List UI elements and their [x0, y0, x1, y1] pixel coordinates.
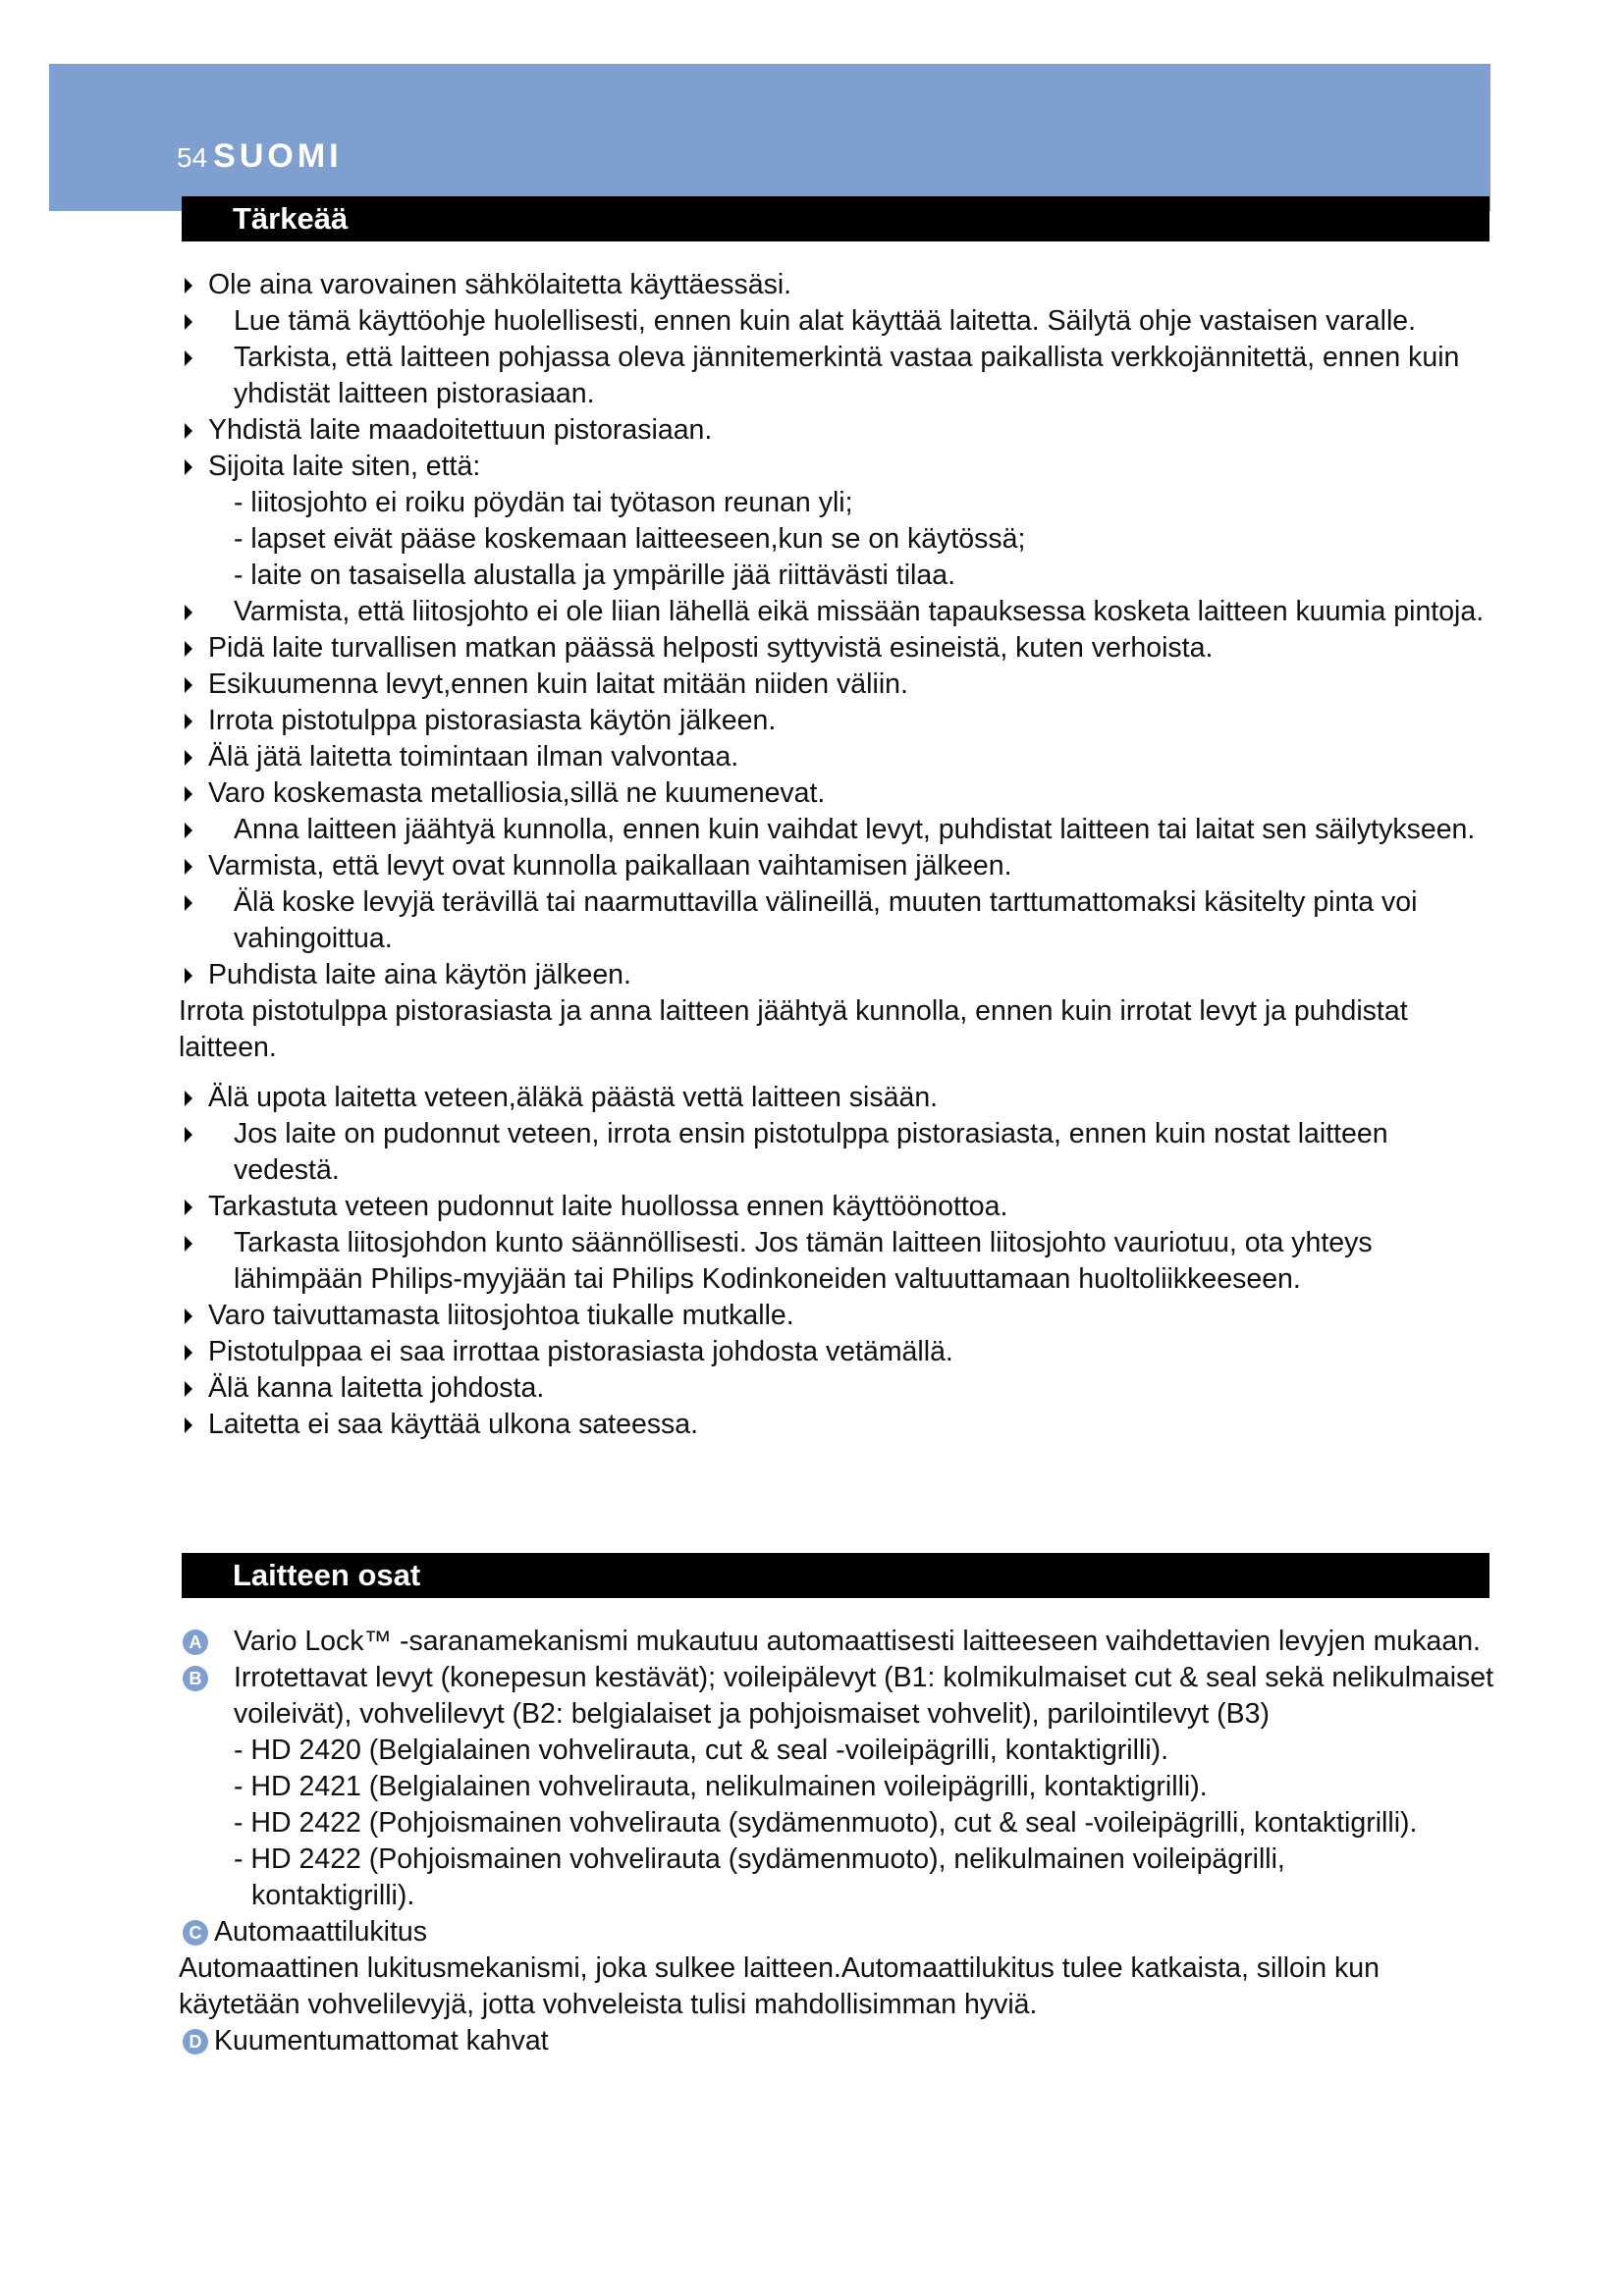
list-item-text: Älä jätä laitetta toimintaan ilman valvontaa. — [208, 741, 739, 773]
bullet-icon — [185, 750, 192, 766]
list-item — [179, 957, 1494, 993]
part-letter-badge: A — [183, 1629, 208, 1655]
part-item — [179, 2023, 1494, 2059]
list-item — [179, 775, 1494, 812]
list-item-text: Pistotulppaa ei saa irrottaa pistorasiasta johdosta vetämällä. — [208, 1336, 953, 1367]
list-item-text: Varmista, että liitosjohto ei ole liian lähellä eikä missään tapauksessa kosketa laitteen kuumia pintoja. — [234, 596, 1485, 627]
list-item — [179, 303, 1494, 340]
list-item-text: Tarkastuta veteen pudonnut laite huollossa ennen käyttöönottoa. — [208, 1191, 1008, 1222]
list-item — [179, 703, 1494, 739]
sub-item: - liitosjohto ei roiku pöydän tai työtason reunan yli; — [234, 487, 853, 518]
part-item — [179, 1624, 1494, 1660]
list-item — [179, 1407, 1494, 1443]
bullet-icon — [185, 1236, 192, 1252]
list-item — [179, 848, 1494, 884]
list-item-text: Jos laite on pudonnut veteen, irrota ensin pistotulppa pistorasiasta, ennen kuin nostat laitteen vedestä. — [234, 1118, 1388, 1186]
sub-item-continuation: kontaktigrilli). — [251, 1880, 415, 1911]
list-item — [179, 449, 1494, 485]
part-letter-badge: B — [183, 1666, 208, 1691]
bullet-icon — [185, 823, 192, 838]
important-list — [179, 267, 1494, 1443]
list-item — [179, 1225, 1494, 1298]
bullet-icon — [185, 278, 192, 294]
list-item-text: Yhdistä laite maadoitettuun pistorasiaan. — [208, 414, 713, 446]
list-item-text: Varmista, että levyt ovat kunnolla paikallaan vaihtamisen jälkeen. — [208, 850, 1012, 881]
spacer — [179, 1066, 1494, 1080]
sub-item: - HD 2422 (Pohjoismainen vohvelirauta (sydämenmuoto), cut & seal -voileipägrilli, kontaktigrilli). — [234, 1807, 1418, 1839]
bullet-icon — [185, 350, 192, 366]
bullet-icon — [185, 968, 192, 984]
bullet-icon — [185, 605, 192, 620]
part-item-text: Automaattilukitus — [214, 1916, 428, 1948]
list-item-text: Varo taivuttamasta liitosjohtoa tiukalle mutkalle. — [208, 1300, 794, 1331]
list-item-text: Ole aina varovainen sähkölaitetta käyttäessäsi. — [208, 269, 792, 300]
list-item — [179, 1298, 1494, 1334]
paragraph: Automaattinen lukitusmekanismi, joka sulkee laitteen.Automaattilukitus tulee katkaista, silloin kun käytetään vohvelilevyjä, jotta vohveleista tulisi mahdollisimman hyviä. — [179, 1952, 1380, 2020]
bullet-icon — [185, 1200, 192, 1215]
bullet-icon — [185, 314, 192, 330]
bullet-icon — [185, 1127, 192, 1143]
list-item-text: Sijoita laite siten, että: — [208, 451, 481, 482]
bullet-icon — [185, 859, 192, 875]
list-item-text: Puhdista laite aina käytön jälkeen. — [208, 959, 631, 990]
sub-item: - HD 2422 (Pohjoismainen vohvelirauta (sydämenmuoto), nelikulmainen voileipägrilli, — [234, 1843, 1285, 1875]
bullet-icon — [185, 459, 192, 475]
list-item-text: Älä koske levyjä terävillä tai naarmuttavilla välineillä, muuten tarttumattomaksi käsitelty pinta voi vahingoittua. — [234, 886, 1418, 954]
list-item — [179, 267, 1494, 303]
list-item-text: Lue tämä käyttöohje huolellisesti, ennen kuin alat käyttää laitetta. Säilytä ohje vastaisen varalle. — [234, 305, 1417, 337]
list-item-text: Varo koskemasta metalliosia,sillä ne kuumenevat. — [208, 777, 826, 809]
list-item — [179, 340, 1494, 412]
bullet-icon — [185, 423, 192, 439]
page-number: 54 — [177, 142, 208, 173]
part-item — [179, 1914, 1494, 1950]
list-item — [179, 1370, 1494, 1407]
bullet-icon — [185, 786, 192, 802]
list-item-text: Tarkasta liitosjohdon kunto säännöllisesti. Jos tämän laitteen liitosjohto vauriotuu, ota yhteys lähimpään Philips-myyjään tai Philips Kodinkoneiden valtuuttamaan huoltoliikkeeseen. — [234, 1227, 1373, 1295]
parts-list — [179, 1624, 1494, 2059]
part-item-text: Vario Lock™ -saranamekanismi mukautuu automaattisesti laitteeseen vaihdettavien levyjen mukaan. — [234, 1626, 1481, 1657]
list-item — [179, 1080, 1494, 1116]
page-header — [177, 137, 343, 177]
list-item — [179, 594, 1494, 630]
list-item-text: Älä kanna laitetta johdosta. — [208, 1372, 545, 1404]
part-letter-badge: C — [183, 1920, 208, 1946]
sub-item: - HD 2420 (Belgialainen vohvelirauta, cut & seal -voileipägrilli, kontaktigrilli). — [234, 1735, 1169, 1766]
bullet-icon — [185, 895, 192, 911]
list-item-text: Älä upota laitetta veteen,äläkä päästä vettä laitteen sisään. — [208, 1082, 939, 1113]
list-item — [179, 739, 1494, 775]
list-item — [179, 630, 1494, 667]
bullet-icon — [185, 1417, 192, 1433]
list-item — [179, 812, 1494, 848]
bullet-icon — [185, 1308, 192, 1324]
list-item — [179, 667, 1494, 703]
bullet-icon — [185, 677, 192, 693]
part-item-text: Kuumentumattomat kahvat — [214, 2025, 549, 2056]
list-item-text: Laitetta ei saa käyttää ulkona sateessa. — [208, 1409, 699, 1440]
list-item — [179, 1189, 1494, 1225]
list-item-text: Irrota pistotulppa pistorasiasta käytön jälkeen. — [208, 705, 777, 736]
list-item — [179, 412, 1494, 449]
part-item-text: Irrotettavat levyt (konepesun kestävät); voileipälevyt (B1: kolmikulmaiset cut & seal sekä nelikulmaiset voileivät), vohvelilevyt (B2: belgialaiset ja pohjoismaiset vohvelit), parilointilevyt (B3) — [234, 1662, 1494, 1730]
section-heading-important: Tärkeää — [182, 196, 1489, 241]
section-heading-parts: Laitteen osat — [182, 1553, 1489, 1598]
sub-item: - HD 2421 (Belgialainen vohvelirauta, nelikulmainen voileipägrilli, kontaktigrilli). — [234, 1771, 1208, 1802]
bullet-icon — [185, 1345, 192, 1361]
language-label: SUOMI — [213, 137, 343, 175]
list-item-text: Tarkista, että laitteen pohjassa oleva jännitemerkintä vastaa paikallista verkkojännitettä, ennen kuin yhdistät laitteen pistorasiaan. — [234, 342, 1460, 409]
bullet-icon — [185, 714, 192, 729]
list-item-text: Pidä laite turvallisen matkan päässä helposti syttyvistä esineistä, kuten verhoista. — [208, 632, 1214, 664]
paragraph: Irrota pistotulppa pistorasiasta ja anna laitteen jäähtyä kunnolla, ennen kuin irrotat levyt ja puhdistat laitteen. — [179, 995, 1408, 1063]
list-item-text: Esikuumenna levyt,ennen kuin laitat mitään niiden väliin. — [208, 668, 908, 700]
list-item — [179, 1116, 1494, 1189]
list-item-text: Anna laitteen jäähtyä kunnolla, ennen kuin vaihdat levyt, puhdistat laitteen tai laitat sen säilytykseen. — [234, 814, 1476, 845]
sub-item: - lapset eivät pääse koskemaan laitteeseen,kun se on käytössä; — [234, 523, 1026, 555]
part-item — [179, 1660, 1494, 1733]
part-letter-badge: D — [183, 2029, 208, 2055]
bullet-icon — [185, 1091, 192, 1106]
list-item — [179, 884, 1494, 957]
bullet-icon — [185, 1381, 192, 1397]
list-item — [179, 1334, 1494, 1370]
sub-item: - laite on tasaisella alustalla ja ympärille jää riittävästi tilaa. — [234, 560, 956, 591]
bullet-icon — [185, 641, 192, 657]
